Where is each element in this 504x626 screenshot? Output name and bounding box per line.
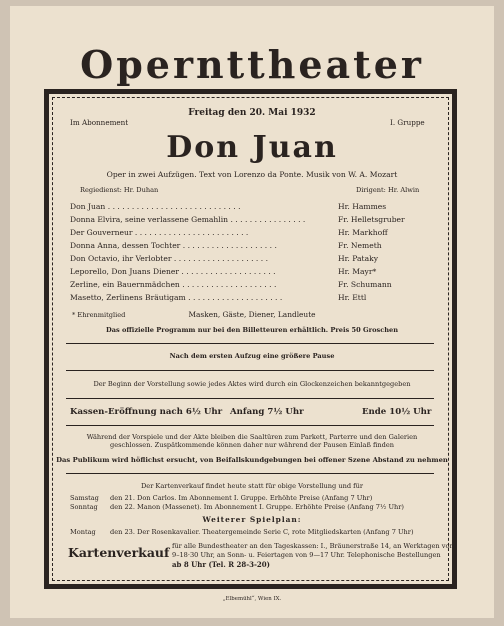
opera-title: Don Juan <box>166 130 338 165</box>
divider <box>66 370 434 371</box>
performance-date: Freitag den 20. Mai 1932 <box>188 108 316 118</box>
cast-singer: Hr. Ettl <box>338 293 367 302</box>
cast-role: Don Juan . . . . . . . . . . . . . . . . . . . . . . . . . . . . <box>70 202 241 211</box>
divider <box>66 343 434 344</box>
theater-title: Opernttheater <box>80 42 424 87</box>
presale-day: Samstag <box>70 494 99 502</box>
director-credit: Regiedienst: Hr. Duhan <box>80 186 159 194</box>
box-office-opening: Kassen-Eröffnung nach 6½ Uhr <box>70 407 223 417</box>
cast-role: Donna Elvira, seine verlassene Gemahlin . . . . . . . . . . . . . . . . <box>70 215 306 224</box>
cast-singer: Fr. Nemeth <box>338 241 382 250</box>
divider <box>66 398 434 399</box>
cast-singer: Hr. Markhoff <box>338 228 388 237</box>
presale-text: den 22. Manon (Massenet). Im Abonnement I. Gruppe. Erhöhte Preise (Anfang 7½ Uhr) <box>110 503 405 511</box>
start-time: Anfang 7½ Uhr <box>230 407 304 417</box>
further-text: den 23. Der Rosenkavalier. Theatergemeinde Serie C, rote Mitgliedskarten (Anfang 7 Uhr) <box>110 528 414 536</box>
end-time: Ende 10½ Uhr <box>362 407 432 417</box>
doors-note: Während der Vorspiele und der Akte bleiben die Saaltüren zum Parkett, Parterre und den Galerien <box>86 433 418 441</box>
presale-text: den 21. Don Carlos. Im Abonnement I. Gruppe. Erhöhte Preise (Anfang 7 Uhr) <box>110 494 373 502</box>
extras-line: Masken, Gäste, Diener, Landleute <box>188 310 316 319</box>
ticket-sales-label: Kartenverkauf <box>68 545 170 560</box>
cast-singer: Hr. Pataky <box>338 254 379 263</box>
cast-singer: Fr. Schumann <box>338 280 392 289</box>
cast-singer: Fr. Helletsgruber <box>338 215 405 224</box>
program-note: Das offizielle Programm nur bei den Billetteuren erhältlich. Preis 50 Groschen <box>106 326 398 334</box>
cast-role: Don Octavio, ihr Verlobter . . . . . . . . . . . . . . . . . . . . <box>70 254 269 263</box>
ticket-sales-info: 9–18·30 Uhr, an Sonn- u. Feiertagen von 9—17 Uhr. Telephonische Bestellungen <box>172 551 441 559</box>
divider <box>66 425 434 426</box>
honorary-member-note: * Ehrenmitglied <box>72 311 126 319</box>
opera-subtitle: Oper in zwei Aufzügen. Text von Lorenzo da Ponte. Musik von W. A. Mozart <box>106 170 398 179</box>
cast-role: Zerline, ein Bauernmädchen . . . . . . . . . . . . . . . . . . . . <box>70 280 277 289</box>
cast-singer: Hr. Hammes <box>338 202 387 211</box>
audience-note: Das Publikum wird höflichst ersucht, von Beifallskundgebungen bei offener Szene Abstand zu nehmen <box>56 456 448 464</box>
bell-note: Der Beginn der Vorstellung sowie jedes Aktes wird durch ein Glockenzeichen bekanntgegeben <box>93 380 411 388</box>
pause-note: Nach dem ersten Aufzug eine größere Pause <box>169 352 335 360</box>
printer-imprint: „Elbemühl“, Wien IX. <box>222 596 282 602</box>
cast-role: Der Gouverneur . . . . . . . . . . . . . . . . . . . . . . . . <box>70 228 249 237</box>
presale-day: Sonntag <box>70 503 98 511</box>
cast-singer: Hr. Mayr* <box>338 267 377 276</box>
cast-role: Masetto, Zerlinens Bräutigam . . . . . . . . . . . . . . . . . . . . <box>70 293 283 302</box>
subscription-label: Im Abonnement <box>70 118 129 127</box>
divider <box>66 473 434 474</box>
ticket-sales-phone: ab 8 Uhr (Tel. R 28-3-20) <box>172 560 270 569</box>
further-program-title: Weiterer Spielplan: <box>202 515 302 524</box>
presale-title: Der Kartenverkauf findet heute statt für obige Vorstellung und für <box>141 482 363 490</box>
cast-role: Donna Anna, dessen Tochter . . . . . . . . . . . . . . . . . . . . <box>70 241 277 250</box>
cast-role: Leporello, Don Juans Diener . . . . . . . . . . . . . . . . . . . . <box>70 267 276 276</box>
group-label: I. Gruppe <box>390 118 425 127</box>
conductor-credit: Dirigent: Hr. Alwin <box>356 186 420 194</box>
doors-note: geschlossen. Zuspätkommende können daher nur während der Pausen Einlaß finden <box>110 441 394 449</box>
ticket-sales-info: für alle Bundestheater an den Tageskassen: I., Bräunerstraße 14, an Werktagen von <box>172 542 454 550</box>
further-day: Montag <box>70 528 96 536</box>
